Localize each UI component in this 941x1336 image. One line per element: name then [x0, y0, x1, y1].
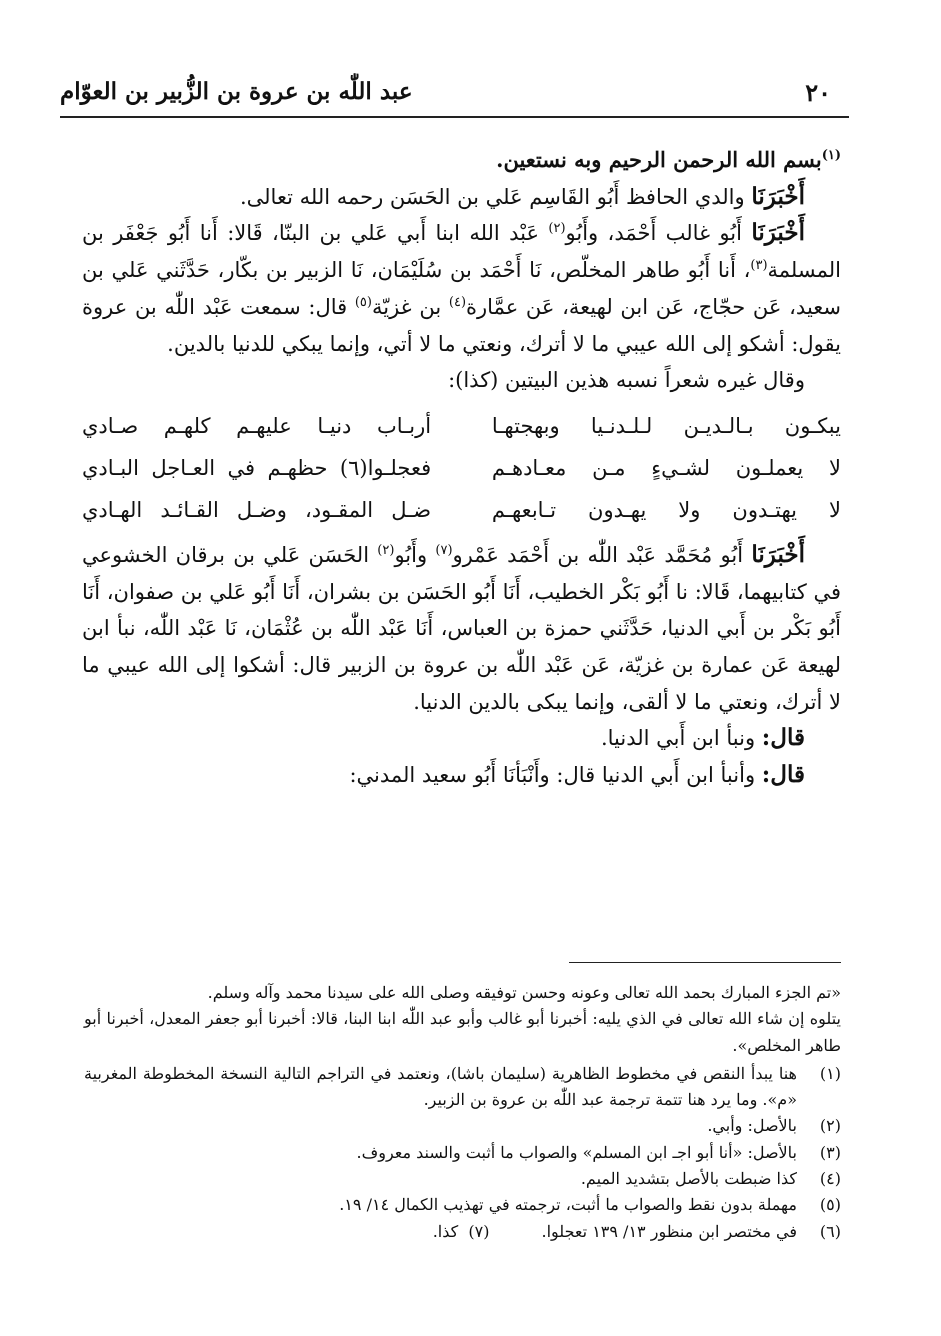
- paragraph-text: عَبْد الله ابنا أَبي عَلي بن البنّا، قَالا: أَنا أَبُو جَعْفَر بن المسلمة: [82, 221, 841, 283]
- basmala: بسم الله الرحمن الرحيم وبه نستعين.: [496, 147, 822, 172]
- paragraph-6: [82, 720, 841, 757]
- page-number: ٢٠: [805, 78, 831, 107]
- paragraph-2: [82, 215, 841, 362]
- page-header: [60, 72, 831, 114]
- verse-first-hemistich: لا يهتـدون ولا يهـدون تـابعهـم: [491, 497, 841, 522]
- footnote-text: بالأصل: وأبي.: [707, 1116, 797, 1136]
- paragraph-5: [82, 537, 841, 721]
- paragraph-text: أَبُو غالب أَحْمَد، وأَبُو: [565, 221, 742, 246]
- footnote-number: (٦): [819, 1221, 841, 1241]
- basmala-line: [82, 142, 841, 179]
- footnote-intro-line: يتلوه إن شاء الله تعالى في الذي يليه: أخبرنا أبو غالب وأبو عبد اللّٰه ابنا البنا، قالا: أخبرنا أبو جعفر المعدل، أخبرنا أبو طاهر المخلص».: [84, 1009, 841, 1055]
- footnote-text: كذا.: [432, 1221, 459, 1241]
- paragraph-text: بن غزيّة: [371, 294, 442, 319]
- poem-verse: [82, 405, 841, 447]
- paragraph-text: وأَبُو: [394, 542, 428, 567]
- footnote-mark: (٥): [354, 294, 372, 310]
- footnote-number: (٣): [819, 1142, 841, 1162]
- akhbarana-lead: أَخْبَرَنَا: [751, 182, 805, 210]
- qala-lead: قال:: [761, 724, 805, 752]
- poem: [82, 405, 841, 531]
- verse-second-hemistich: فعجلـوا(٦) حظهـم في العـاجل البـادي: [82, 455, 432, 480]
- paragraph-3: [82, 362, 841, 399]
- running-title: عبد اللّٰه بن عروة بن الزُّبير بن العوّام: [60, 78, 413, 105]
- footnote-text: في مختصر ابن منظور ١٣/ ١٣٩ تعجلوا.: [541, 1221, 797, 1241]
- paragraph-text: الحَسَن عَلي بن برقان الخشوعي في كتابيهما، قَالا: نا أَبُو بَكْر الخطيب، أَنَا أَبُو الحَسَن بن بشران، أَنَا أَبُو عَلي بن صفوان، أَنَا أَبُو بَكْر بن أَبي الدنيا، حَدَّثَني حمزة بن العباس، أَنَا عَبْد اللّٰه بن عُثْمَان، نَا عَبْد اللّٰه، نبأ ابن لهيعة عَن عمارة بن غزيّة، عَن عَبْد اللّٰه بن عروة بن الزبير قال: أشكوا إلى الله عيبي ما لا أترك، ونعتي ما لا ألقى، وإنما يبكى بالدين الدنيا.: [82, 542, 841, 714]
- verse-first-hemistich: يبكـون بـالـديـن لـلـدنـيا وبهجتهـا: [491, 413, 841, 438]
- footnote: [84, 1192, 841, 1218]
- footnote-mark: (٣): [750, 258, 768, 274]
- poem-verse: [82, 447, 841, 489]
- paragraph-text: ونبأ ابن أَبي الدنيا.: [600, 726, 756, 751]
- paragraph-7: [82, 757, 841, 794]
- verse-second-hemistich: أربـاب دنيـا عليهـم كلهـم صـادي: [82, 413, 432, 438]
- verse-second-hemistich: ضـل المقـود، وضـل القـائـد الهـادي: [82, 497, 432, 522]
- footnote-gap: [490, 1219, 542, 1245]
- footnote-text: كذا ضبطت بالأصل بتشديد الميم.: [580, 1169, 797, 1189]
- footnote-intro-line: «تم الجزء المبارك بحمد الله تعالى وعونه وحسن توفيقه وصلى الله على سيدنا محمد وآله وسلم.: [207, 983, 841, 1002]
- footnote-number: (٧): [468, 1221, 490, 1241]
- footnote: [84, 1140, 841, 1166]
- footnote-mark: (١): [821, 148, 841, 163]
- footnote: [84, 1061, 841, 1114]
- footnote: [84, 1113, 841, 1139]
- footnote-text: هنا يبدأ النقص في مخطوط الظاهرية (سليمان باشا)، ونعتمد في التراجم التالية النسخة المخطوطة المغربية «م». وما يرد هنا تتمة ترجمة عبد اللّٰه بن عروة بن الزبير.: [84, 1063, 797, 1110]
- footnotes: [84, 980, 841, 1245]
- paragraph-text: قال: سمعت عَبْد اللّٰه بن عروة يقول: أشكو إلى الله عيبي ما لا أترك، ونعتي ما لا أتي، وإنما يبكي للدنيا بالدين.: [82, 294, 841, 356]
- paragraph-text: وأنبأ ابن أَبي الدنيا قال: وأَنْبَأنَا أَبُو سعيد المدني:: [349, 763, 756, 788]
- footnote-number: (٢): [819, 1116, 841, 1136]
- footnote-number: (٥): [819, 1195, 841, 1215]
- footnote: [84, 1166, 841, 1192]
- akhbarana-lead: أَخْبَرَنَا: [751, 219, 805, 247]
- footnote-number: (١): [819, 1063, 841, 1083]
- paragraph-text: والدي الحافظ أَبُو القَاسِم عَلي بن الحَسَن رحمه الله تعالى.: [239, 184, 745, 209]
- footnote-rule: [569, 962, 841, 963]
- footnote-mark: (٤): [448, 294, 467, 310]
- qala-lead: قال:: [761, 761, 805, 789]
- footnote-text: مهملة بدون نقط والصواب ما أثبت، ترجمته في تهذيب الكمال ١٤/ ١٩.: [339, 1195, 797, 1215]
- footnote-text: بالأصل: «أنا أبو اجـ ابن المسلم» والصواب ما أثبت والسند معروف.: [356, 1142, 797, 1162]
- paragraph-text: وقال غيره شعراً نسبه هذين البيتين (كذا):: [448, 368, 805, 393]
- paragraph-text: أَبُو مُحَمَّد عَبْد اللّٰه بن أَحْمَد عَمْرو: [452, 542, 744, 567]
- footnote-mark: (٧): [435, 542, 453, 558]
- footnote-number: (٤): [819, 1169, 841, 1189]
- paragraph-1: [82, 179, 841, 216]
- footnote-mark: (٢): [548, 221, 566, 237]
- main-text: [82, 142, 841, 794]
- header-rule: [60, 116, 849, 118]
- akhbarana-lead: أَخْبَرَنَا: [751, 540, 805, 568]
- poem-verse: [82, 489, 841, 531]
- verse-first-hemistich: لا يعملـون لشـيءٍ مـن معـادهـم: [491, 455, 841, 480]
- paragraph-text: ، أَنا أَبُو طاهر المخلّص، نَا أَحْمَد بن سُلَيْمَان، نَا الزبير بن بكّار، حَدَّثَني عَلي بن سعيد، عَن حجّاج، عَن ابن لهيعة، عَن عمَّارة: [82, 258, 842, 319]
- footnote-intro: [84, 980, 841, 1059]
- footnote-pair: [84, 1219, 841, 1245]
- footnote-mark: (٢): [377, 542, 395, 558]
